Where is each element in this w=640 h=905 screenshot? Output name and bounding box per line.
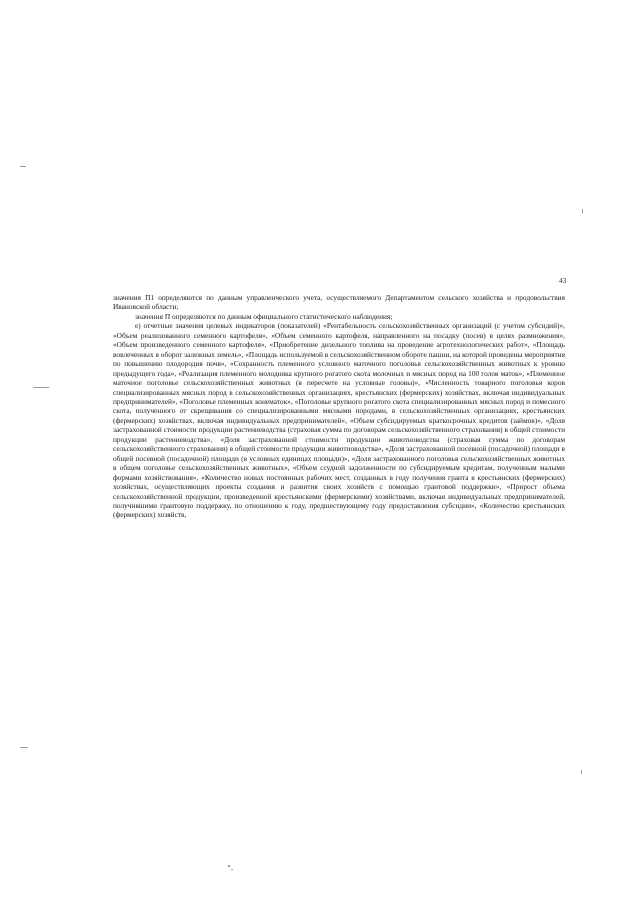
paragraph-2: значения П определяются по данным официального статистического наблюдения; <box>135 311 393 321</box>
paragraph-3: е) отчетные значения целевых индикаторов (показателей) «Рентабельность сельскохозяйственных организаций (с учетом субсидий)», «Объем реализованного семенного картофеля», «Объем семенного картофеля, направленного на посадку (посев) в целях размножения», «Объем произведенного семенного картофеля», «Приобретение дизельного топлива на проведение агротехнологических работ», «Площадь вовлеченных в оборот залежных земель», «Площадь используемой в сельскохозяйственном обороте пашни, на которой проведены мероприятия по повышению плодородия почв», «Сохранность племенного условного маточного поголовья сельскохозяйственных животных к уровню предыдущего года», «Реализация племенного молодняка крупного рогатого скота молочных и мясных пород на 100 голов маток», «Племенное маточное поголовье сельскохозяйственных животных (в пересчете на условные головы)», «Численность товарного поголовья коров специализированных мясных пород в сельскохозяйственных организациях, крестьянских (фермерских) хозяйствах, включая индивидуальных предпринимателей», «Поголовье племенных конематок», «Поголовье крупного рогатого скота специализированных мясных пород и помесного скота, полученного от скрещивания со специализированными мясными породами, в сельскохозяйственных организациях, крестьянских (фермерских) хозяйствах, включая индивидуальных предпринимателей», «Объем субсидируемых краткосрочных кредитов (займов)», «Доля застрахованной стоимости продукции растениеводства (страховая сумма по договорам сельскохозяйственного страхования) в общей стоимости продукции растениеводства», «Доля застрахованной стоимости продукции животноводства (страховая сумма по договорам сельскохозяйственного страхования) в общей стоимости продукции животноводства», «Доля застрахованной посевной (посадочной) площади в общей посевной (посадочной) площади (в условных единицах площади)», «Доля застрахованного поголовья сельскохозяйственных животных в общем поголовье сельскохозяйственных животных», «Объем ссудной задолженности по субсидируемым кредитам, полученным малыми формами хозяйствования», «Количество новых постоянных рабочих мест, созданных в году получения гранта в крестьянских (фермерских) хозяйствах, осуществляющих проекты создания и развития своих хозяйств с помощью грантовой поддержки», «Прирост объема сельскохозяйственной продукции, произведенной крестьянскими (фермерскими) хозяйствами, включая индивидуальных предпринимателей, получившими грантовую поддержку, по отношению к году, предшествующему году предоставления субсидии», «Количество крестьянских (фермерских) хозяйств, <box>113 321 565 520</box>
scan-mark-bottom <box>228 865 230 867</box>
scan-mark-right-low <box>581 770 582 774</box>
scan-mark-left-top <box>20 166 26 167</box>
scan-mark-left-mid <box>33 387 49 388</box>
body-text <box>113 293 565 520</box>
scan-mark-right-top <box>582 209 583 213</box>
page-number: 43 <box>559 277 567 285</box>
scan-mark-left-low <box>20 747 28 748</box>
scan-mark-bottom-2 <box>231 869 233 870</box>
paragraph-1: значения П1 определяются по данным управленческого учета, осуществляемого Департаментом сельского хозяйства и продовольствия Ивановской области; <box>113 293 565 312</box>
